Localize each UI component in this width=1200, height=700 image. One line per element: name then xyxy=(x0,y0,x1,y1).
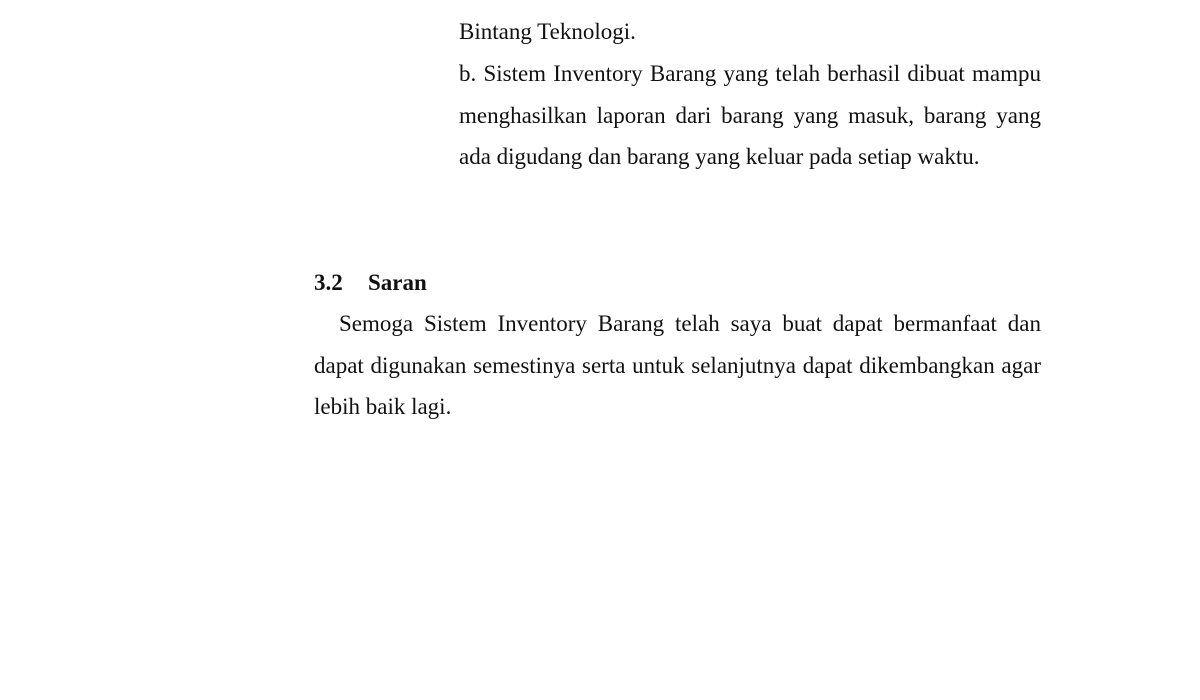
section-number: 3.2 xyxy=(314,270,343,295)
list-item-b: b. Sistem Inventory Barang yang telah berhasil dibuat mampu menghasilkan laporan dari barang yang masuk, barang yang ada digudang dan barang yang keluar pada setiap waktu. xyxy=(459,61,1041,169)
section-title: Saran xyxy=(368,270,427,295)
list-item-a-continuation: Bintang Teknologi. xyxy=(459,19,636,44)
section-paragraph: Semoga Sistem Inventory Barang telah saya buat dapat bermanfaat dan dapat digunakan semestinya serta untuk selanjutnya dapat dikembangkan agar lebih baik lagi. xyxy=(314,311,1041,419)
section-heading xyxy=(314,262,427,304)
